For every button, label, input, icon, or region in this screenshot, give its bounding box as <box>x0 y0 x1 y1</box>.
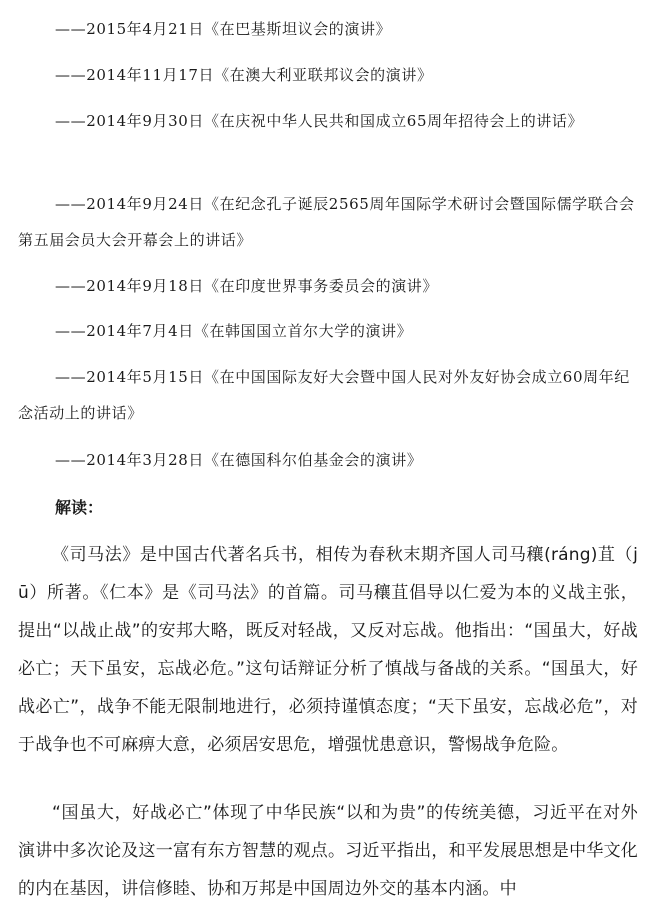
source-citation-4: ——2014年9月24日《在纪念孔子诞辰2565周年国际学术研讨会暨国际儒学联合会第五届会员大会开幕会上的讲话》 <box>18 195 635 249</box>
interpretation-paragraph-1: 《司马法》是中国古代著名兵书，相传为春秋末期齐国人司马穰(ráng)苴（jū）所著。《仁本》是《司马法》的首篇。司马穰苴倡导以仁爱为本的义战主张，提出“以战止战”的安邦大略，既反对轻战，又反对忘战。他指出：“国虽大，好战必亡；天下虽安，忘战必危。”这句话辩证分析了慎战与备战的关系。“国虽大，好战必亡”，战争不能无限制地进行，必须持谨慎态度；“天下虽安，忘战必危”，对于战争也不可麻痹大意，必须居安思危，增强忧患意识，警惕战争危险。 <box>18 545 638 755</box>
source-citation-7: ——2014年5月15日《在中国国际友好大会暨中国人民对外友好协会成立60周年纪念活动上的讲话》 <box>18 368 630 422</box>
interpretation-heading: 解读： <box>55 498 104 517</box>
source-citation-2: ——2014年11月17日《在澳大利亚联邦议会的演讲》 <box>55 66 433 84</box>
source-citation-3: ——2014年9月30日《在庆祝中华人民共和国成立65周年招待会上的讲话》 <box>55 112 584 130</box>
source-citation-1: ——2015年4月21日《在巴基斯坦议会的演讲》 <box>55 20 392 38</box>
source-citation-5: ——2014年9月18日《在印度世界事务委员会的演讲》 <box>55 277 439 295</box>
source-citation-8: ——2014年3月28日《在德国科尔伯基金会的演讲》 <box>55 451 423 469</box>
interpretation-paragraph-2: “国虽大，好战必亡”体现了中华民族“以和为贵”的传统美德，习近平在对外演讲中多次论及这一富有东方智慧的观点。习近平指出，和平发展思想是中华文化的内在基因，讲信修睦、协和万邦是中国周边外交的基本内涵。中 <box>18 803 638 899</box>
source-citation-6: ——2014年7月4日《在韩国国立首尔大学的演讲》 <box>55 322 413 340</box>
